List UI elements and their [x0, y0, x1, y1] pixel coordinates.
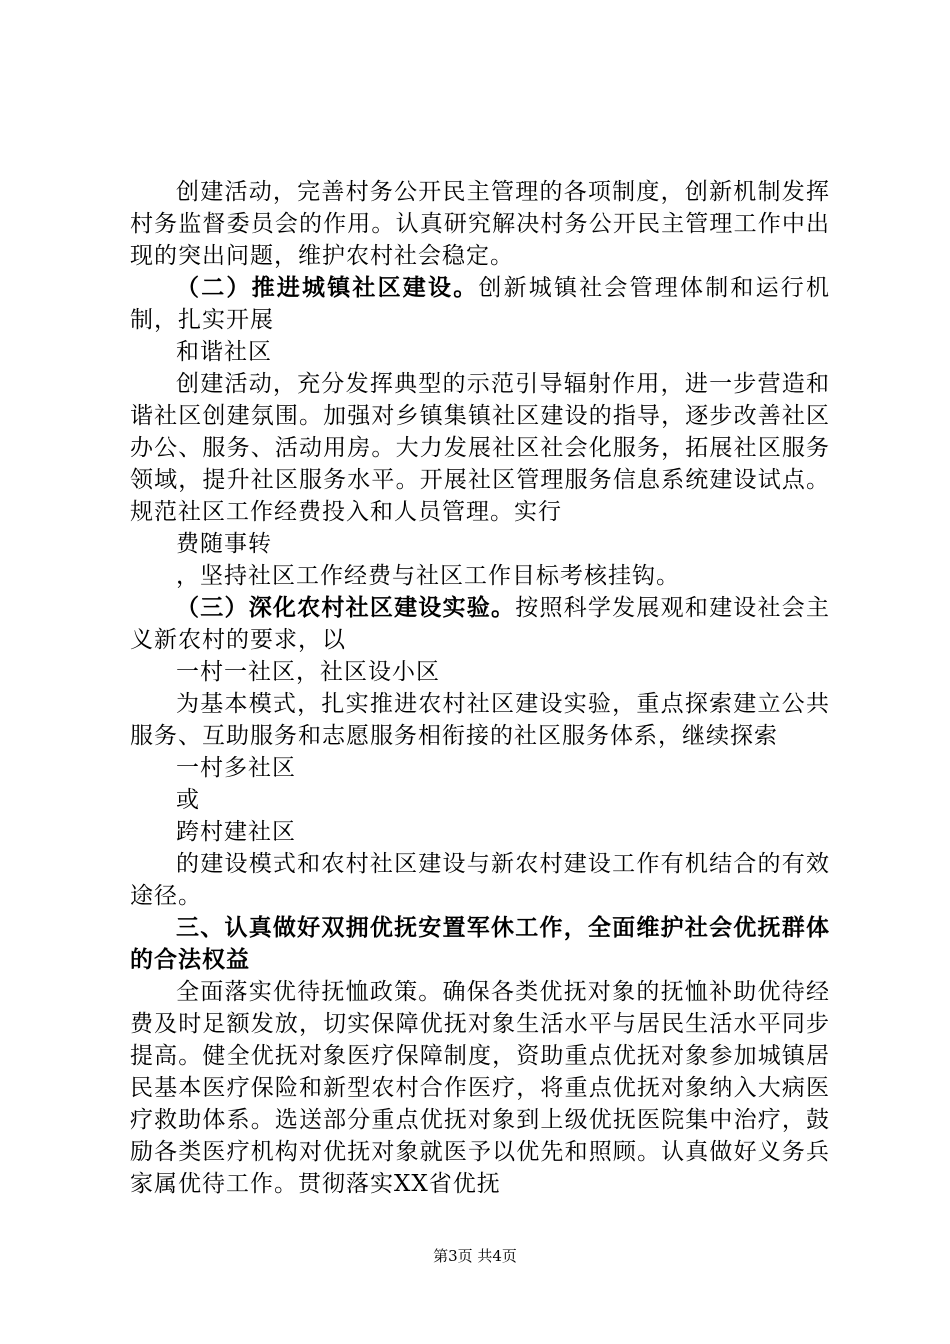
paragraph-9: 为基本模式，扎实推进农村社区建设实验，重点探索建立公共服务、互助服务和志愿服务相衔接的社区服务体系，继续探索 — [130, 691, 830, 749]
paragraph-8: 一村一社区，社区设小区 — [176, 659, 440, 685]
paragraph-10: 一村多社区 — [176, 755, 296, 781]
chapter-heading-3: 三、认真做好双拥优抚安置军休工作，全面维护社会优抚群体的合法权益 — [130, 914, 830, 973]
page-footer: 第3页 共4页 — [433, 1247, 517, 1265]
paragraph-11: 或 — [176, 787, 200, 813]
document-body — [130, 176, 830, 1200]
paragraph-7 — [130, 592, 830, 656]
paragraph-13: 的建设模式和农村社区建设与新农村建设工作有机结合的有效途径。 — [130, 851, 830, 909]
paragraph-5: 费随事转 — [176, 531, 272, 557]
paragraph-4: 创建活动，充分发挥典型的示范引导辐射作用，进一步营造和谐社区创建氛围。加强对乡镇集镇社区建设的指导，逐步改善社区办公、服务、活动用房。大力发展社区社会化服务，拓展社区服务领域，提升社区服务水平。开展社区管理服务信息系统建设试点。规范社区工作经费投入和人员管理。实行 — [130, 371, 830, 525]
paragraph-1: 创建活动，完善村务公开民主管理的各项制度，创新机制发挥村务监督委员会的作用。认真研究解决村务公开民主管理工作中出现的突出问题，维护农村社会稳定。 — [130, 179, 830, 269]
section-heading-3: （三）深化农村社区建设实验。 — [176, 594, 516, 621]
paragraph-15: 全面落实优待抚恤政策。确保各类优抚对象的抚恤补助优待经费及时足额发放，切实保障优抚对象生活水平与居民生活水平同步提高。健全优抚对象医疗保障制度，资助重点优抚对象参加城镇居民基本医疗保险和新型农村合作医疗，将重点优抚对象纳入大病医疗救助体系。选送部分重点优抚对象到上级优抚医院集中治疗，鼓励各类医疗机构对优抚对象就医予以优先和照顾。认真做好义务兵家属优待工作。贯彻落实XX省优抚 — [130, 979, 830, 1197]
paragraph-12: 跨村建社区 — [176, 819, 296, 845]
paragraph-7-text: 按照科学发展观和建设社会主义新农村的要求，以 — [130, 595, 831, 653]
section-heading-2: （二）推进城镇社区建设。 — [176, 274, 479, 301]
paragraph-2 — [130, 272, 830, 336]
paragraph-6: ，坚持社区工作经费与社区工作目标考核挂钩。 — [176, 563, 680, 589]
paragraph-2-text: 创新城镇社会管理体制和运行机制，扎实开展 — [130, 275, 831, 333]
paragraph-3: 和谐社区 — [176, 339, 272, 365]
